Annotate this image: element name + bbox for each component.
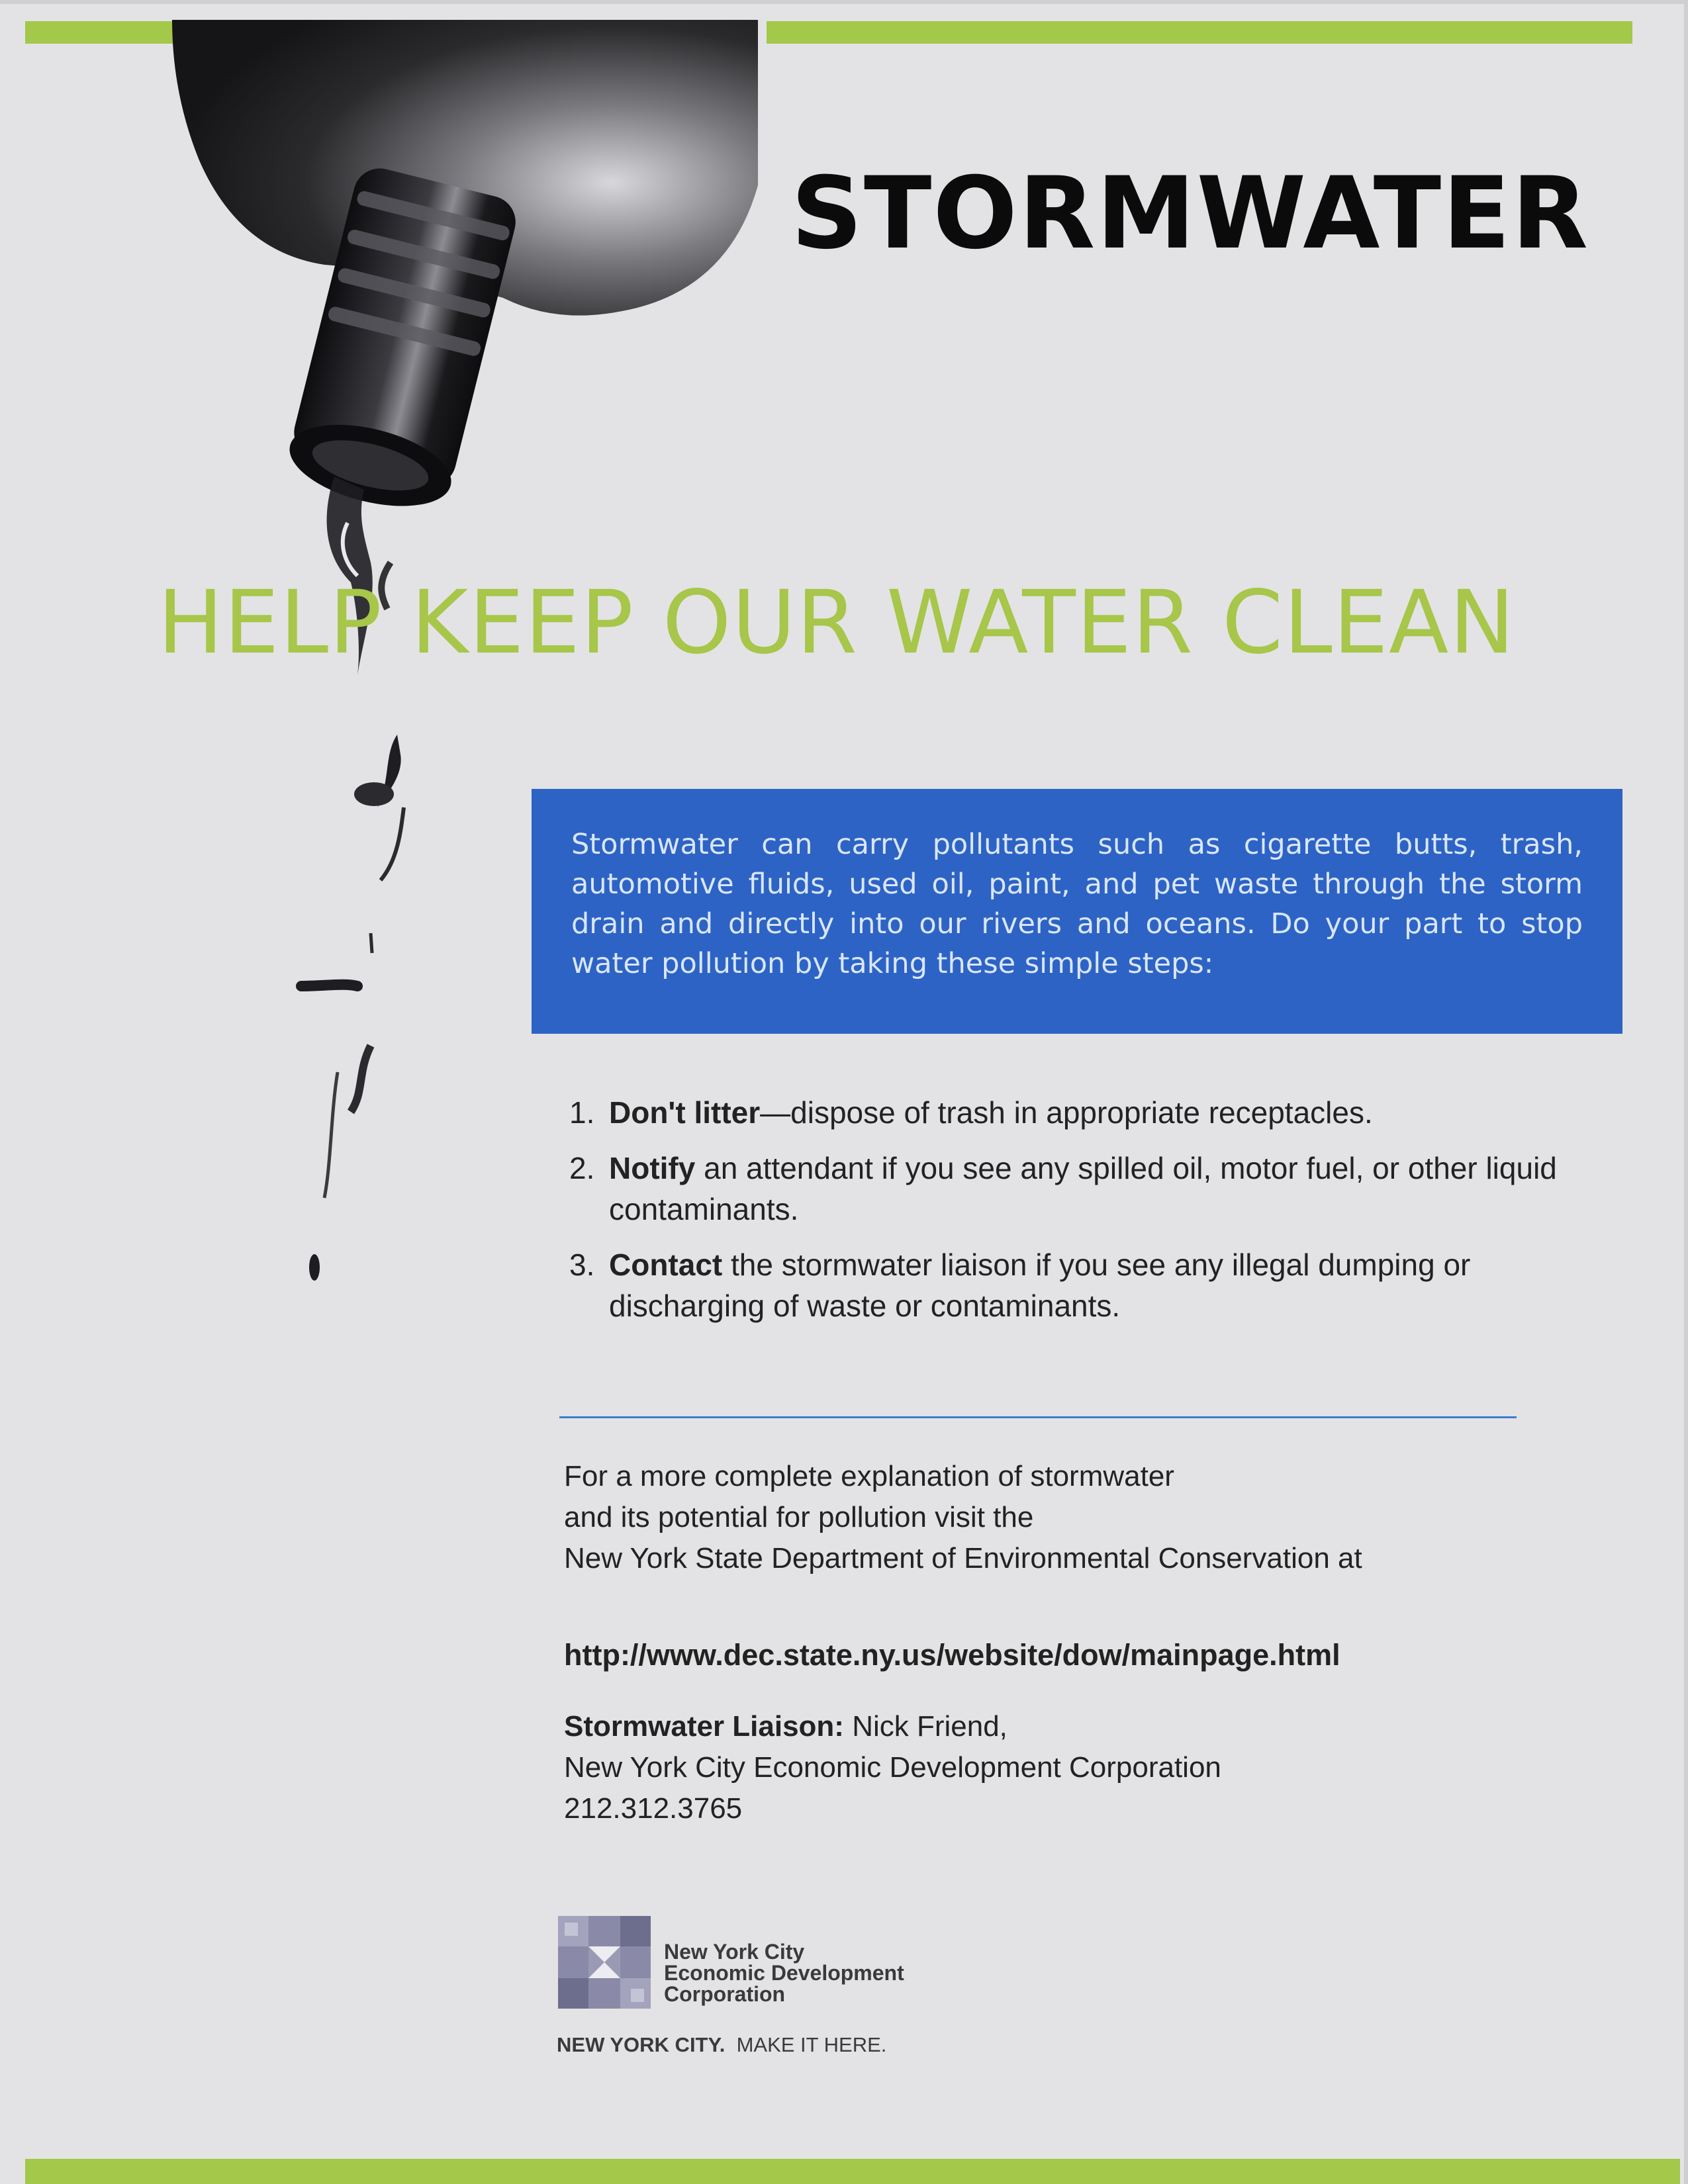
logo-line: New York City: [664, 1940, 805, 1964]
liaison-phone: 212.312.3765: [564, 1792, 743, 1825]
intro-text: Stormwater can carry pollutants such as cigarette butts, trash, automotive fluids, used oil, paint, and pet waste through the storm drain and directly into our rivers and oceans. Do your part to stop water pollution by taking these simple steps:: [571, 828, 1583, 980]
headline: HELP KEEP OUR WATER CLEAN: [158, 572, 1516, 674]
list-item: [569, 1092, 1562, 1133]
logo-line: Economic Development: [664, 1961, 904, 1985]
step-text: —dispose of trash in appropriate receptacles.: [760, 1095, 1373, 1130]
intro-box: [532, 789, 1622, 1034]
more-info-paragraph: [564, 1456, 1623, 1579]
top-accent-bar-right: [767, 21, 1632, 44]
step-keyword: Don't litter: [609, 1095, 761, 1130]
step-keyword: Notify: [609, 1151, 696, 1185]
liaison-name: Nick Friend,: [843, 1710, 1008, 1743]
steps-list: [569, 1092, 1562, 1341]
liaison-label: Stormwater Liaison:: [564, 1710, 844, 1743]
list-item: [569, 1148, 1562, 1230]
more-info-line: New York State Department of Environmental Conservation at: [564, 1542, 1362, 1574]
section-divider: [559, 1416, 1517, 1418]
step-number: 3.: [569, 1248, 595, 1282]
bottom-accent-bar: [25, 2159, 1680, 2184]
step-keyword: Contact: [609, 1248, 723, 1282]
list-item: [569, 1244, 1562, 1326]
tagline-bold: NEW YORK CITY.: [557, 2033, 726, 2056]
logo-line: Corporation: [664, 1982, 786, 2006]
step-number: 1.: [569, 1095, 595, 1130]
more-info-line: For a more complete explanation of stormwater: [564, 1460, 1174, 1492]
liaison-contact: [564, 1706, 1623, 1829]
page-title: STORMWATER: [791, 156, 1590, 271]
tagline: [557, 2033, 886, 2057]
scan-edge-right: [1684, 0, 1688, 2184]
dec-website-link[interactable]: http://www.dec.state.ny.us/website/dow/mainpage.html: [564, 1638, 1340, 1672]
step-text: the stormwater liaison if you see any illegal dumping or discharging of waste or contaminants.: [609, 1248, 1471, 1323]
liaison-org: New York City Economic Development Corporation: [564, 1751, 1221, 1784]
tagline-rest: MAKE IT HERE.: [725, 2033, 887, 2056]
scan-edge-top: [0, 0, 1688, 4]
nycedc-logo-icon: [558, 1916, 651, 2009]
step-text: an attendant if you see any spilled oil, motor fuel, or other liquid contaminants.: [609, 1151, 1557, 1226]
step-number: 2.: [569, 1151, 595, 1185]
more-info-line: and its potential for pollution visit the: [564, 1501, 1034, 1533]
logo-wordmark: [664, 1941, 995, 2005]
